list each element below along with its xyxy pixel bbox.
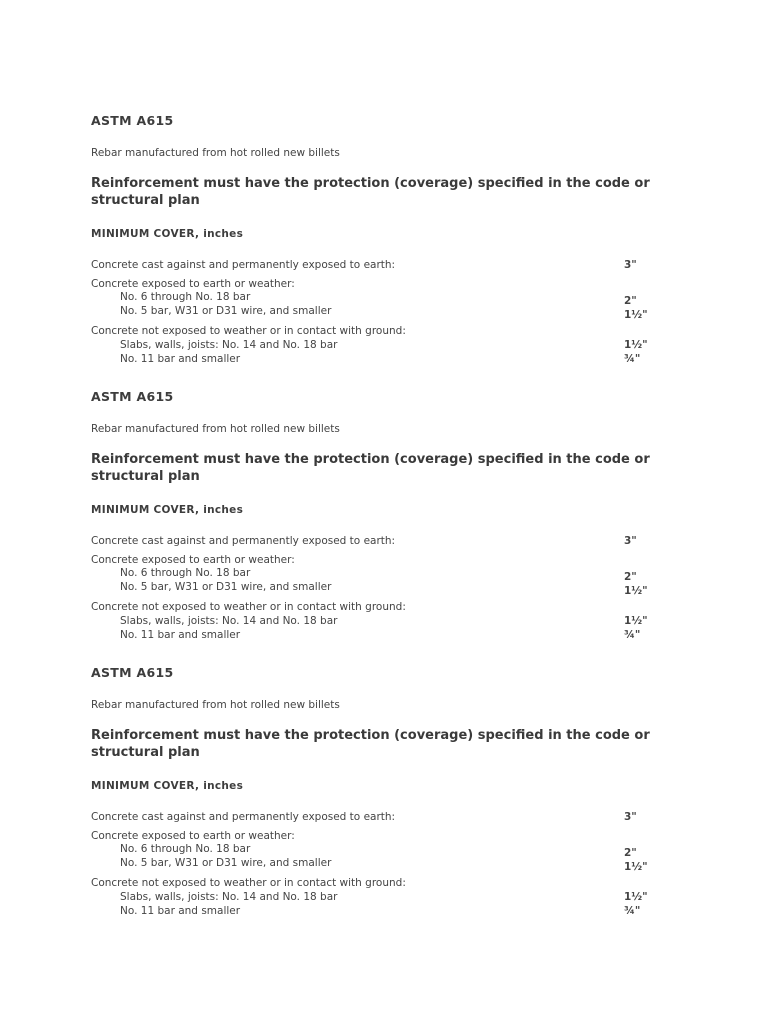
cover-row-text: Concrete not exposed to weather or in contact with ground:	[91, 601, 406, 613]
minimum-cover-heading: MINIMUM COVER, inches	[91, 504, 244, 516]
cover-row-not-exposed	[91, 325, 691, 339]
cover-row-earth	[91, 811, 691, 825]
cover-row-not-exposed	[91, 601, 691, 615]
cover-row-value: 3"	[624, 535, 637, 547]
cover-row-value: 1½"	[624, 891, 648, 903]
cover-row-no6-18	[91, 291, 691, 305]
cover-row-no6-18	[91, 567, 691, 581]
astm-subtitle: Rebar manufactured from hot rolled new billets	[91, 147, 340, 159]
cover-row-no5	[91, 581, 691, 595]
cover-row-value: ¾"	[624, 629, 641, 641]
cover-row-text: Concrete exposed to earth or weather:	[91, 830, 295, 842]
cover-row-text: Concrete cast against and permanently exposed to earth:	[91, 811, 396, 823]
minimum-cover-heading: MINIMUM COVER, inches	[91, 228, 244, 240]
minimum-cover-heading: MINIMUM COVER, inches	[91, 780, 244, 792]
cover-row-earth	[91, 535, 691, 549]
cover-row-weather	[91, 278, 691, 292]
cover-row-weather	[91, 830, 691, 844]
cover-row-value: 3"	[624, 811, 637, 823]
cover-row-text: Concrete not exposed to weather or in contact with ground:	[91, 325, 406, 337]
cover-row-text: Slabs, walls, joists: No. 14 and No. 18 bar	[120, 891, 338, 903]
cover-row-value: 1½"	[624, 615, 648, 627]
cover-row-text: No. 11 bar and smaller	[120, 629, 241, 641]
cover-row-text: Concrete exposed to earth or weather:	[91, 554, 295, 566]
cover-row-no11	[91, 629, 691, 643]
cover-row-value: ¾"	[624, 353, 641, 365]
astm-title: ASTM A615	[91, 665, 174, 680]
cover-row-text: No. 6 through No. 18 bar	[120, 291, 251, 303]
cover-row-slabs	[91, 339, 691, 353]
cover-row-no5	[91, 305, 691, 319]
cover-row-weather	[91, 554, 691, 568]
cover-row-value: 3"	[624, 259, 637, 271]
cover-row-text: No. 11 bar and smaller	[120, 905, 241, 917]
astm-title: ASTM A615	[91, 389, 174, 404]
cover-row-text: Slabs, walls, joists: No. 14 and No. 18 bar	[120, 615, 338, 627]
cover-row-text: No. 5 bar, W31 or D31 wire, and smaller	[120, 305, 332, 317]
cover-row-value: 1½"	[624, 339, 648, 351]
astm-subtitle: Rebar manufactured from hot rolled new billets	[91, 699, 340, 711]
protection-heading: Reinforcement must have the protection (coverage) specified in the code or structural plan	[91, 728, 650, 760]
cover-row-no11	[91, 353, 691, 367]
cover-row-text: No. 11 bar and smaller	[120, 353, 241, 365]
cover-row-slabs	[91, 891, 691, 905]
cover-row-earth	[91, 259, 691, 273]
cover-row-text: Concrete cast against and permanently exposed to earth:	[91, 259, 396, 271]
cover-row-text: Slabs, walls, joists: No. 14 and No. 18 bar	[120, 339, 338, 351]
cover-row-no5	[91, 857, 691, 871]
protection-heading: Reinforcement must have the protection (coverage) specified in the code or structural plan	[91, 176, 650, 208]
cover-row-text: No. 5 bar, W31 or D31 wire, and smaller	[120, 581, 332, 593]
astm-title: ASTM A615	[91, 113, 174, 128]
cover-row-not-exposed	[91, 877, 691, 891]
cover-row-value: 2"	[624, 847, 637, 859]
protection-heading: Reinforcement must have the protection (coverage) specified in the code or structural plan	[91, 452, 650, 484]
cover-row-text: No. 6 through No. 18 bar	[120, 843, 251, 855]
cover-row-value: 1½"	[624, 585, 648, 597]
cover-row-value: 2"	[624, 571, 637, 583]
cover-row-text: Concrete cast against and permanently exposed to earth:	[91, 535, 396, 547]
cover-row-value: ¾"	[624, 905, 641, 917]
cover-row-text: No. 5 bar, W31 or D31 wire, and smaller	[120, 857, 332, 869]
cover-row-text: Concrete exposed to earth or weather:	[91, 278, 295, 290]
cover-row-no11	[91, 905, 691, 919]
cover-row-text: No. 6 through No. 18 bar	[120, 567, 251, 579]
cover-row-value: 2"	[624, 295, 637, 307]
cover-row-text: Concrete not exposed to weather or in contact with ground:	[91, 877, 406, 889]
cover-row-value: 1½"	[624, 861, 648, 873]
cover-row-slabs	[91, 615, 691, 629]
cover-row-no6-18	[91, 843, 691, 857]
cover-row-value: 1½"	[624, 309, 648, 321]
astm-subtitle: Rebar manufactured from hot rolled new billets	[91, 423, 340, 435]
